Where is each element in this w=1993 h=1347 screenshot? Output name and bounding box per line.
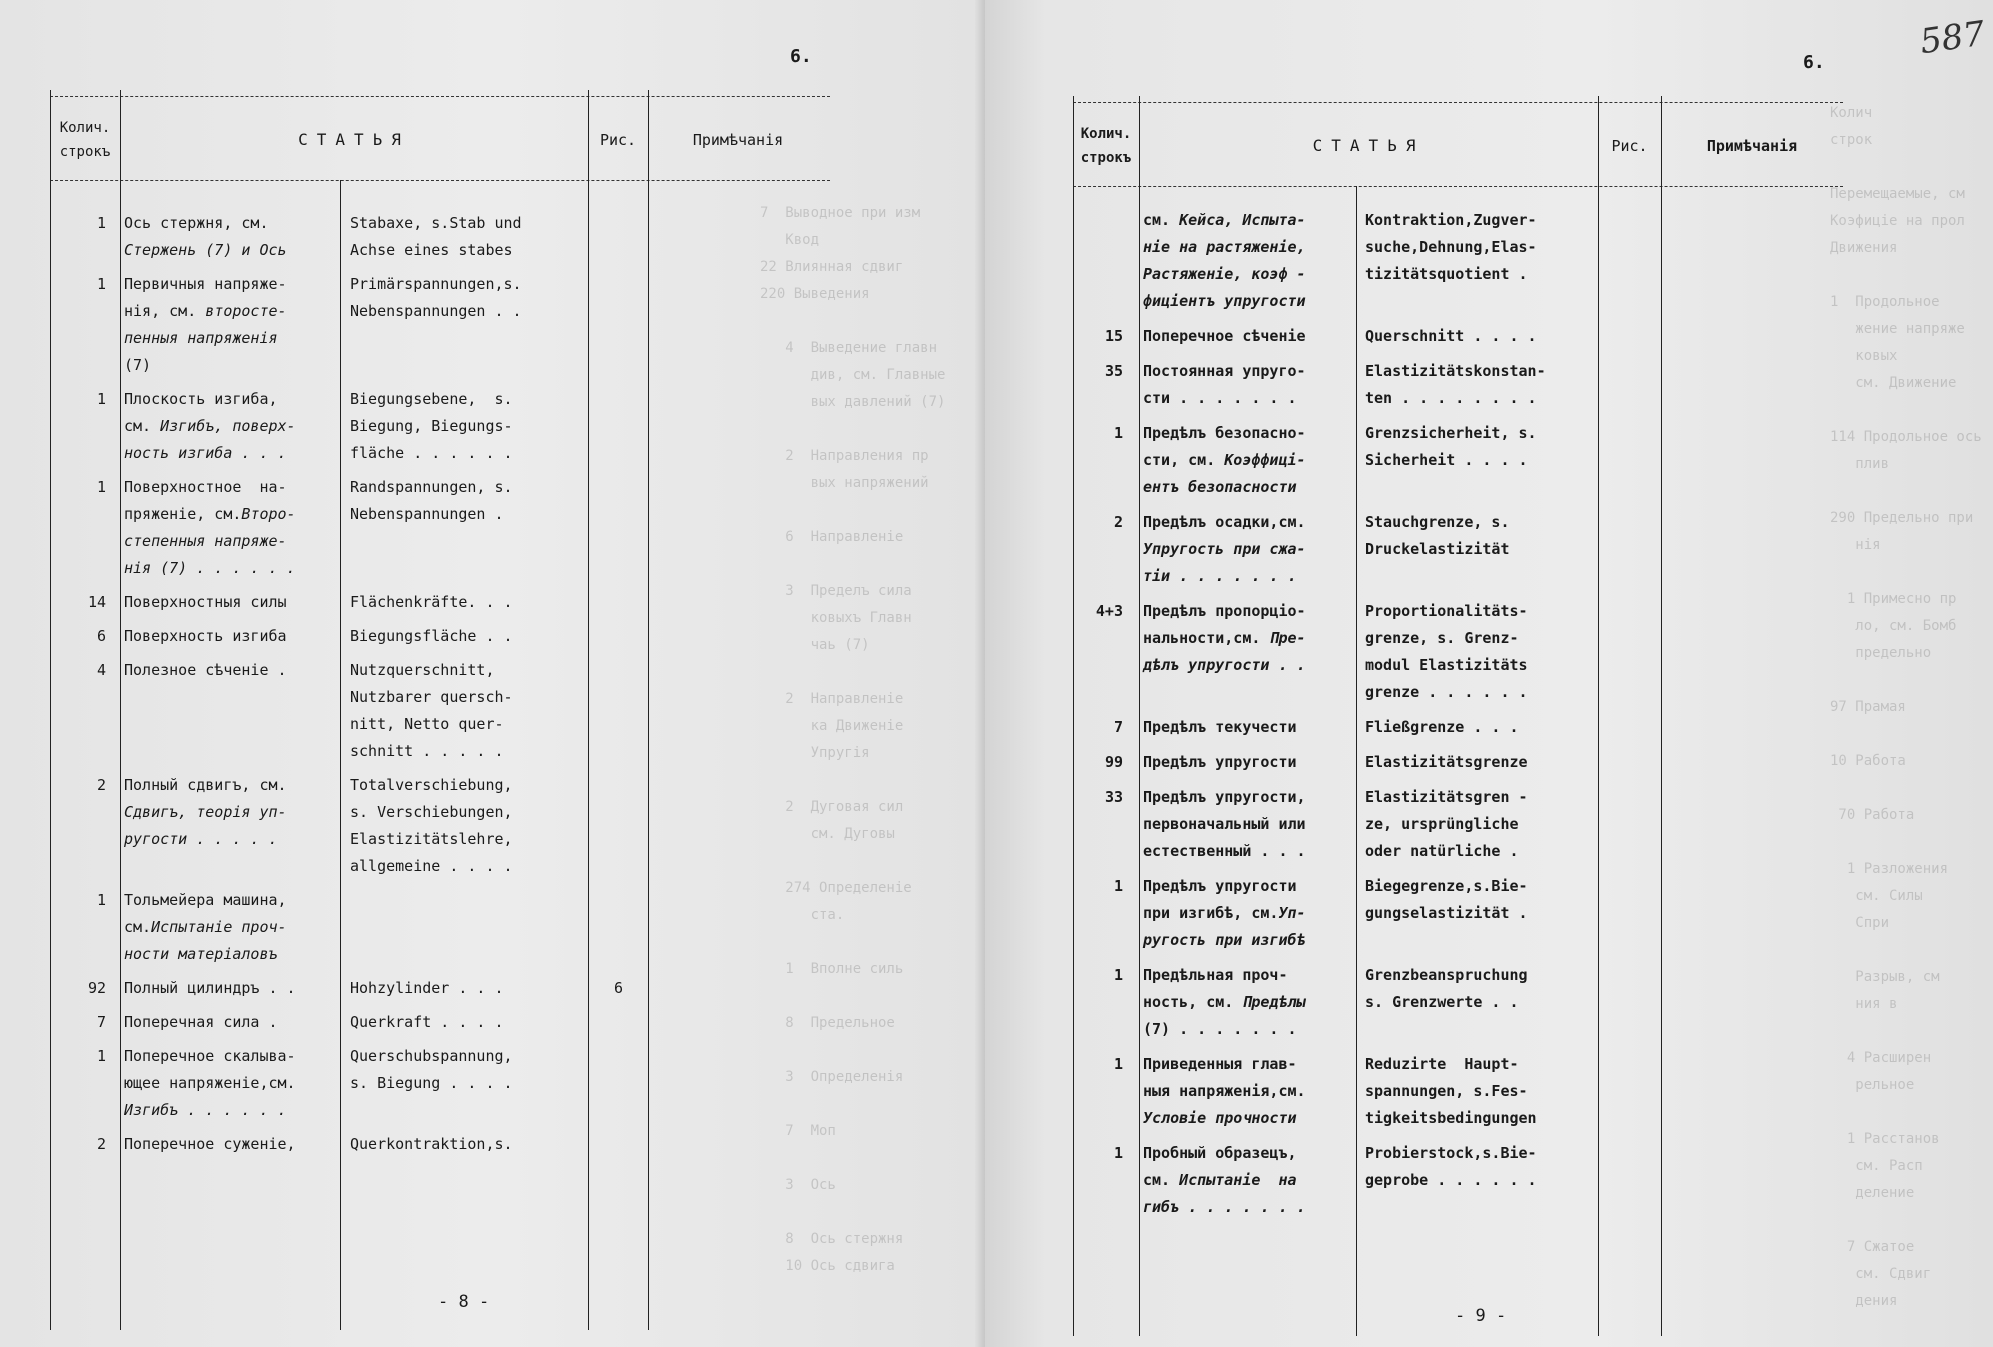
table-row [1073, 784, 1843, 865]
row-term-de [350, 1009, 504, 1036]
header-notes: Примѣчанія [692, 131, 784, 149]
term-ru-line: гибъ . . . . . . . [1143, 1198, 1306, 1216]
row-term-ru [1143, 207, 1306, 315]
bleed-through-text: Колич строк Перемещаемые, см Коэфиціе на прол Движения 1 Продольное жение напряже ковых см. Движение 114 Продольное ось плив 290 Предельно при нія 1 Примесно пр ло, см. Бомб предельно 97 Прамая 10 Работа 70 Работа 1 Разложения см. Силы Спри Разрыв, см ния в 4 Расширен рельное 1 Расстанов см. Расп деление 7 Сжатое см. Сдвиг дения [1830, 105, 1982, 1309]
term-ru-line: (7) [124, 356, 152, 374]
row-count: 1 [96, 390, 106, 408]
term-de-line: Biegungsfläche . . [350, 627, 513, 645]
term-ru-line: (7) . . . . . . . [1143, 1020, 1297, 1038]
row-term-de [350, 1043, 513, 1097]
term-de-line: Sicherheit . . . . [1365, 451, 1528, 469]
term-de-line: spannungen, s.Fes- [1365, 1082, 1528, 1100]
row-term-de [350, 657, 513, 765]
term-ru-line: пряженіе, см.Второ- [124, 505, 296, 523]
row-term-de [350, 474, 513, 528]
term-de-line: Biegegrenze,s.Bie- [1365, 877, 1528, 895]
term-de-line: Querkontraktion,s. [350, 1135, 513, 1153]
term-de-line: Kontraktion,Zugver- [1365, 211, 1537, 229]
term-ru-line: при изгибѣ, см.Уп- [1143, 904, 1306, 922]
table-row [50, 623, 830, 650]
header-count: Колич. строкъ [1080, 126, 1132, 166]
term-ru-line: Приведенныя глав- [1143, 1055, 1297, 1073]
term-de-line: Proportionalitäts- [1365, 602, 1528, 620]
row-term-de [1365, 598, 1528, 706]
row-count: 1 [1113, 966, 1123, 984]
row-count: 1 [1113, 877, 1123, 895]
term-ru-line: Полный цилиндръ . . [124, 979, 296, 997]
row-count: 2 [96, 776, 106, 794]
row-count: 4 [96, 661, 106, 679]
row-term-de [1365, 509, 1510, 563]
term-ru-line: см. Кейса, Испыта- [1143, 211, 1306, 229]
term-de-line: allgemeine . . . . [350, 857, 513, 875]
term-ru-line: Плоскость изгиба, [124, 390, 278, 408]
term-de-line: Querschnitt . . . . [1365, 327, 1537, 345]
row-count: 6 [96, 627, 106, 645]
table-row [1073, 420, 1843, 501]
term-de-line: ze, ursprüngliche [1365, 815, 1519, 833]
table-row [1073, 1051, 1843, 1132]
term-de-line: ten . . . . . . . . [1365, 389, 1537, 407]
row-term-de [1365, 873, 1528, 927]
term-ru-line: Предѣлъ осадки,см. [1143, 513, 1306, 531]
term-ru-line: Поперечная сила . [124, 1013, 278, 1031]
row-term-de [1365, 358, 1546, 412]
row-term-ru [1143, 1140, 1306, 1221]
row-term-ru [124, 975, 296, 1002]
term-ru-line: естественный . . . [1143, 842, 1306, 860]
row-term-ru [1143, 784, 1306, 865]
row-term-ru [124, 386, 296, 467]
term-de-line: Druckelastizität [1365, 540, 1510, 558]
term-ru-line: Поперечное скалыва- [124, 1047, 296, 1065]
term-de-line: schnitt . . . . . [350, 742, 504, 760]
term-ru-line: Предѣлъ упругости [1143, 877, 1297, 895]
term-ru-line: Полный сдвигъ, см. [124, 776, 287, 794]
term-ru-line: Поперечное сѣченіе [1143, 327, 1306, 345]
term-ru-line: сти . . . . . . . [1143, 389, 1297, 407]
row-term-de [1365, 420, 1537, 474]
table-row [1073, 873, 1843, 954]
row-count: 1 [1113, 1144, 1123, 1162]
term-de-line: Stabaxe, s.Stab und [350, 214, 522, 232]
term-ru-line: см. Испытаніе на [1143, 1171, 1297, 1189]
term-ru-line: Стержень (7) и Ось [124, 241, 287, 259]
term-ru-line: Предѣлъ упругости, [1143, 788, 1306, 806]
page-number: - 9 - [1455, 1306, 1507, 1326]
term-ru-line: Сдвигъ, теорія уп- [124, 803, 287, 821]
term-de-line: Biegung, Biegungs- [350, 417, 513, 435]
term-de-line: Querkraft . . . . [350, 1013, 504, 1031]
row-count: 1 [96, 478, 106, 496]
table-row [50, 772, 830, 880]
term-ru-line: степенныя напряже- [124, 532, 287, 550]
term-de-line: Elastizitätsgren - [1365, 788, 1528, 806]
term-ru-line: Предѣлъ упругости [1143, 753, 1297, 771]
row-count: 2 [96, 1135, 106, 1153]
term-de-line: Grenzsicherheit, s. [1365, 424, 1537, 442]
table-row [1073, 207, 1843, 315]
term-ru-line: Поверхностное на- [124, 478, 287, 496]
row-term-de [350, 386, 513, 467]
header-figure: Рис. [599, 131, 637, 149]
term-de-line: Nutzquerschnitt, [350, 661, 495, 679]
row-term-de [350, 772, 513, 880]
right-page [985, 0, 1993, 1347]
row-term-de [1365, 749, 1528, 776]
table-row [50, 657, 830, 765]
table-row [1073, 1140, 1843, 1221]
term-de-line: Nebenspannungen . . [350, 302, 522, 320]
header-notes: Примѣчанія [1706, 137, 1798, 155]
row-term-ru [1143, 714, 1297, 741]
term-de-line: Reduzirte Haupt- [1365, 1055, 1519, 1073]
term-ru-line: нія (7) . . . . . . [124, 559, 296, 577]
row-term-ru [1143, 509, 1306, 590]
term-ru-line: ность изгиба . . . [124, 444, 287, 462]
row-count: 1 [1113, 424, 1123, 442]
left-page [0, 0, 985, 1347]
table-row [50, 1131, 830, 1158]
row-term-ru [1143, 598, 1306, 679]
term-ru-line: ругость при изгибѣ [1143, 931, 1306, 949]
row-count: 1 [96, 214, 106, 232]
term-de-line: s. Verschiebungen, [350, 803, 513, 821]
term-ru-line: первоначальный или [1143, 815, 1306, 833]
term-de-line: grenze, s. Grenz- [1365, 629, 1519, 647]
header-article: СТАТЬЯ [298, 130, 410, 149]
row-count: 7 [96, 1013, 106, 1031]
term-de-line: Stauchgrenze, s. [1365, 513, 1510, 531]
term-ru-line: ніе на растяженіе, [1143, 238, 1306, 256]
row-term-de [1365, 784, 1528, 865]
table-row [50, 887, 830, 968]
term-ru-line: ныя напряженія,см. [1143, 1082, 1306, 1100]
row-term-ru [124, 623, 287, 650]
term-ru-line: Изгибъ . . . . . . [124, 1101, 287, 1119]
term-ru-line: сти, см. Коэффиці- [1143, 451, 1306, 469]
row-term-de [1365, 962, 1528, 1016]
row-count: 4+3 [1095, 602, 1123, 620]
term-ru-line: Предѣлъ пропорціо- [1143, 602, 1306, 620]
term-de-line: Achse eines stabes [350, 241, 513, 259]
term-ru-line: см.Испытаніе проч- [124, 918, 287, 936]
term-ru-line: Предѣльная проч- [1143, 966, 1288, 984]
term-de-line: Elastizitätsgrenze [1365, 753, 1528, 771]
row-term-ru [124, 887, 287, 968]
row-term-ru [124, 589, 287, 616]
term-de-line: Biegungsebene, s. [350, 390, 513, 408]
term-de-line: Nutzbarer quersch- [350, 688, 513, 706]
row-count: 14 [87, 593, 106, 611]
row-term-ru [124, 210, 287, 264]
term-ru-line: фиціентъ упругости [1143, 292, 1306, 310]
row-count: 15 [1104, 327, 1123, 345]
term-de-line: nitt, Netto quer- [350, 715, 504, 733]
row-term-ru [124, 1009, 278, 1036]
archive-number: 587 [1917, 13, 1988, 63]
term-ru-line: Пробный образецъ, [1143, 1144, 1297, 1162]
row-term-ru [1143, 323, 1306, 350]
term-de-line: suche,Dehnung,Elas- [1365, 238, 1537, 256]
row-term-de [350, 589, 513, 616]
table-row [1073, 962, 1843, 1043]
row-figure: 6 [614, 979, 624, 997]
term-de-line: oder natürliche . [1365, 842, 1519, 860]
table-row [50, 589, 830, 616]
term-ru-line: Первичныя напряже- [124, 275, 287, 293]
term-ru-line: Предѣлъ безопасно- [1143, 424, 1306, 442]
term-ru-line: Предѣлъ текучести [1143, 718, 1297, 736]
term-de-line: tigkeitsbedingungen [1365, 1109, 1537, 1127]
row-term-ru [1143, 749, 1297, 776]
term-ru-line: Тольмейера машина, [124, 891, 287, 909]
sheet-mark: 6. [790, 46, 812, 67]
term-de-line: Fließgrenze . . . [1365, 718, 1519, 736]
header-article: СТАТЬЯ [1312, 136, 1425, 155]
term-de-line: modul Elastizitäts [1365, 656, 1528, 674]
table-row [50, 1043, 830, 1124]
row-term-ru [1143, 1051, 1306, 1132]
header-count: Колич. строкъ [59, 120, 111, 160]
table-row [1073, 714, 1843, 741]
term-ru-line: Ось стержня, см. [124, 214, 269, 232]
term-de-line: Elastizitätskonstan- [1365, 362, 1546, 380]
term-ru-line: Поверхность изгиба [124, 627, 287, 645]
term-ru-line: см. Изгибъ, поверх- [124, 417, 296, 435]
row-term-de [350, 623, 513, 650]
term-de-line: Grenzbeanspruchung [1365, 966, 1528, 984]
table-row [1073, 598, 1843, 706]
term-ru-line: Условіе прочности [1143, 1109, 1297, 1127]
term-ru-line: Постоянная упруго- [1143, 362, 1306, 380]
row-term-de [350, 975, 504, 1002]
term-de-line: Elastizitätslehre, [350, 830, 513, 848]
term-ru-line: ности матеріаловъ [124, 945, 278, 963]
row-count: 92 [87, 979, 106, 997]
table-row [50, 1009, 830, 1036]
term-de-line: fläche . . . . . . [350, 444, 513, 462]
term-ru-line: Упругость при сжа- [1143, 540, 1306, 558]
row-term-ru [124, 772, 287, 853]
term-de-line: Probierstock,s.Bie- [1365, 1144, 1537, 1162]
row-term-de [1365, 1051, 1537, 1132]
row-count: 1 [96, 1047, 106, 1065]
table-row [50, 271, 830, 379]
right-table [1073, 96, 1843, 1336]
term-de-line: Primärspannungen,s. [350, 275, 522, 293]
term-de-line: Totalverschiebung, [350, 776, 513, 794]
term-ru-line: Поперечное суженіе, [124, 1135, 296, 1153]
row-count: 1 [96, 891, 106, 909]
term-ru-line: тіи . . . . . . . [1143, 567, 1297, 585]
table-row [50, 975, 830, 1002]
term-ru-line: Растяженіе, коэф - [1143, 265, 1306, 283]
table-row [1073, 323, 1843, 350]
term-de-line: Randspannungen, s. [350, 478, 513, 496]
row-term-ru [124, 657, 287, 684]
row-term-ru [124, 474, 296, 582]
term-ru-line: ность, см. Предѣлы [1143, 993, 1306, 1011]
term-ru-line: ентъ безопасности [1143, 478, 1297, 496]
term-de-line: s. Biegung . . . . [350, 1074, 513, 1092]
term-ru-line: ругости . . . . . [124, 830, 278, 848]
row-term-ru [1143, 873, 1306, 954]
row-term-de [1365, 323, 1537, 350]
row-count: 1 [1113, 1055, 1123, 1073]
term-de-line: grenze . . . . . . [1365, 683, 1528, 701]
row-term-de [350, 271, 522, 325]
term-de-line: Flächenkräfte. . . [350, 593, 513, 611]
term-de-line: Nebenspannungen . [350, 505, 504, 523]
row-term-de [1365, 207, 1537, 288]
row-term-de [350, 1131, 513, 1158]
row-term-de [350, 210, 522, 264]
term-de-line: s. Grenzwerte . . [1365, 993, 1519, 1011]
table-row [1073, 509, 1843, 590]
table-row [50, 210, 830, 264]
left-table [50, 90, 830, 1330]
term-ru-line: нальности,см. Пре- [1143, 629, 1306, 647]
term-ru-line: нія, см. второсте- [124, 302, 287, 320]
row-count: 35 [1104, 362, 1123, 380]
row-term-ru [1143, 358, 1306, 412]
row-term-de [1365, 1140, 1537, 1194]
term-ru-line: Поверхностныя силы [124, 593, 287, 611]
bleed-through-text: 7 Выводное при изм Квод 22 Влиянная сдвиг 220 Выведения 4 Выведение главн див, см. Главные вых давлений (7) 2 Направления пр вых напряжений 6 Направленіе 3 Пределъ сила ковыхъ Главн чаь (7) 2 Направленіе ка Движеніе Упругія 2 Дуговая сил см. Дуговы 274 Определеніе ста. 1 Вполне силь 8 Предельное 3 Определенія 7 Моп 3 Ось 8 Ось стержня 10 Ось сдвига [760, 205, 946, 1274]
table-row [50, 386, 830, 467]
row-term-de [1365, 714, 1519, 741]
term-ru-line: пенныя напряженія [124, 329, 278, 347]
term-de-line: Hohzylinder . . . [350, 979, 504, 997]
term-de-line: Querschubspannung, [350, 1047, 513, 1065]
header-figure: Рис. [1611, 137, 1648, 155]
row-term-ru [124, 1131, 296, 1158]
term-de-line: gungselastizität . [1365, 904, 1528, 922]
row-term-ru [1143, 962, 1306, 1043]
row-count: 1 [96, 275, 106, 293]
sheet-mark: 6. [1803, 52, 1825, 73]
page-number: - 8 - [438, 1292, 490, 1312]
row-count: 99 [1104, 753, 1123, 771]
table-row [1073, 749, 1843, 776]
term-ru-line: Полезное сѣченіе . [124, 661, 287, 679]
term-de-line: geprobe . . . . . . [1365, 1171, 1537, 1189]
term-ru-line: дѣлъ упругости . . [1143, 656, 1306, 674]
row-term-ru [124, 271, 287, 379]
row-count: 2 [1113, 513, 1123, 531]
row-count: 33 [1104, 788, 1123, 806]
row-term-ru [124, 1043, 296, 1124]
table-row [1073, 358, 1843, 412]
term-ru-line: ющее напряженіе,см. [124, 1074, 296, 1092]
table-row [50, 474, 830, 582]
row-term-ru [1143, 420, 1306, 501]
term-de-line: tizitätsquotient . [1365, 265, 1528, 283]
row-count: 7 [1113, 718, 1123, 736]
